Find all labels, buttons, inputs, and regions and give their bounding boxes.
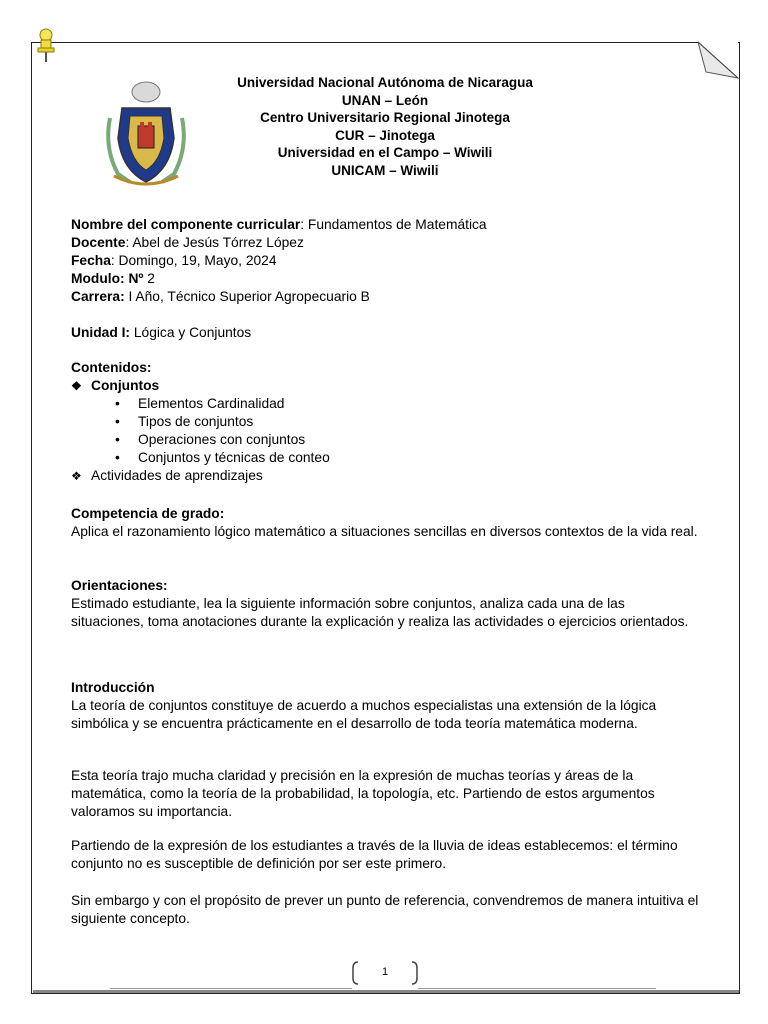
header-line: UNICAM – Wiwili	[331, 162, 439, 178]
list-item: • Elementos Cardinalidad	[71, 395, 701, 413]
introduccion-section	[71, 679, 701, 733]
fecha-row: Fecha: Domingo, 19, Mayo, 2024	[71, 253, 277, 268]
header-line: Centro Universitario Regional Jinotega	[260, 110, 510, 125]
contenidos-list	[71, 395, 701, 467]
contenidos-title: Contenidos:	[71, 360, 152, 375]
header-line: Universidad Nacional Autónoma de Nicaragua	[237, 75, 533, 90]
header-line: CUR – Jinotega	[335, 127, 435, 143]
contenidos-actividades: ❖ Actividades de aprendizajes	[71, 468, 263, 483]
contenidos-conjuntos: ❖ Conjuntos	[71, 378, 160, 393]
list-item: • Operaciones con conjuntos	[71, 431, 701, 449]
introduccion-paragraph: Partiendo de la expresión de los estudiantes a través de la lluvia de ideas establecemos: el término conjunto no es susceptible de definición por ser este primero.	[71, 838, 678, 871]
header-line: UNAN – León	[341, 92, 429, 108]
competencia-text: Aplica el razonamiento lógico matemático a situaciones sencillas en diversos contextos de la vida real.	[71, 524, 698, 539]
docente-row: Docente: Abel de Jesús Tórrez López	[71, 235, 304, 250]
folded-corner-icon	[698, 40, 740, 80]
orientaciones-text: Estimado estudiante, lea la siguiente información sobre conjuntos, analiza cada una de las situaciones, toma anotaciones durante la explicación y realiza las actividades o ejercicios orientados.	[71, 596, 689, 629]
competencia-section	[71, 505, 701, 541]
footer-rule	[418, 988, 656, 989]
unidad-row: Unidad I: Lógica y Conjuntos	[71, 325, 252, 340]
course-info	[71, 216, 701, 306]
footer-rule	[110, 988, 352, 989]
diamond-bullet-icon: ❖	[71, 379, 82, 393]
diamond-bullet-icon: ❖	[71, 469, 82, 483]
institution-header	[200, 74, 570, 179]
university-seal-logo	[100, 78, 192, 190]
orientaciones-section	[71, 577, 701, 631]
list-item: • Tipos de conjuntos	[71, 413, 701, 431]
carrera-row: Carrera: I Año, Técnico Superior Agropecuario B	[71, 289, 370, 304]
list-item: • Conjuntos y técnicas de conteo	[71, 449, 701, 467]
introduccion-paragraph: Sin embargo y con el propósito de prever un punto de referencia, convendremos de manera intuitiva el siguiente concepto.	[71, 893, 699, 926]
modulo-row: Modulo: Nº 2	[71, 271, 155, 286]
introduccion-title: Introducción	[71, 680, 155, 695]
page-number-text: 1	[381, 966, 389, 978]
page-number	[350, 958, 420, 988]
componente-row: Nombre del componente curricular: Fundamentos de Matemática	[71, 217, 487, 232]
page-shadow	[33, 990, 739, 993]
orientaciones-title: Orientaciones:	[71, 578, 168, 593]
introduccion-paragraph: Esta teoría trajo mucha claridad y precisión en la expresión de muchas teorías y áreas de la matemática, como la teoría de la probabilidad, la topología, etc. Partiendo de estos argumentos valoramos su importancia.	[71, 768, 655, 819]
introduccion-paragraph: La teoría de conjuntos constituye de acuerdo a muchos especialistas una extensión de la lógica simbólica y se encuentra prácticamente en el desarrollo de toda teoría matemática moderna.	[71, 698, 657, 731]
contenidos-section	[71, 359, 701, 485]
pushpin-icon	[30, 26, 62, 66]
competencia-title: Competencia de grado:	[71, 506, 225, 521]
header-line: Universidad en el Campo – Wiwili	[277, 145, 493, 160]
